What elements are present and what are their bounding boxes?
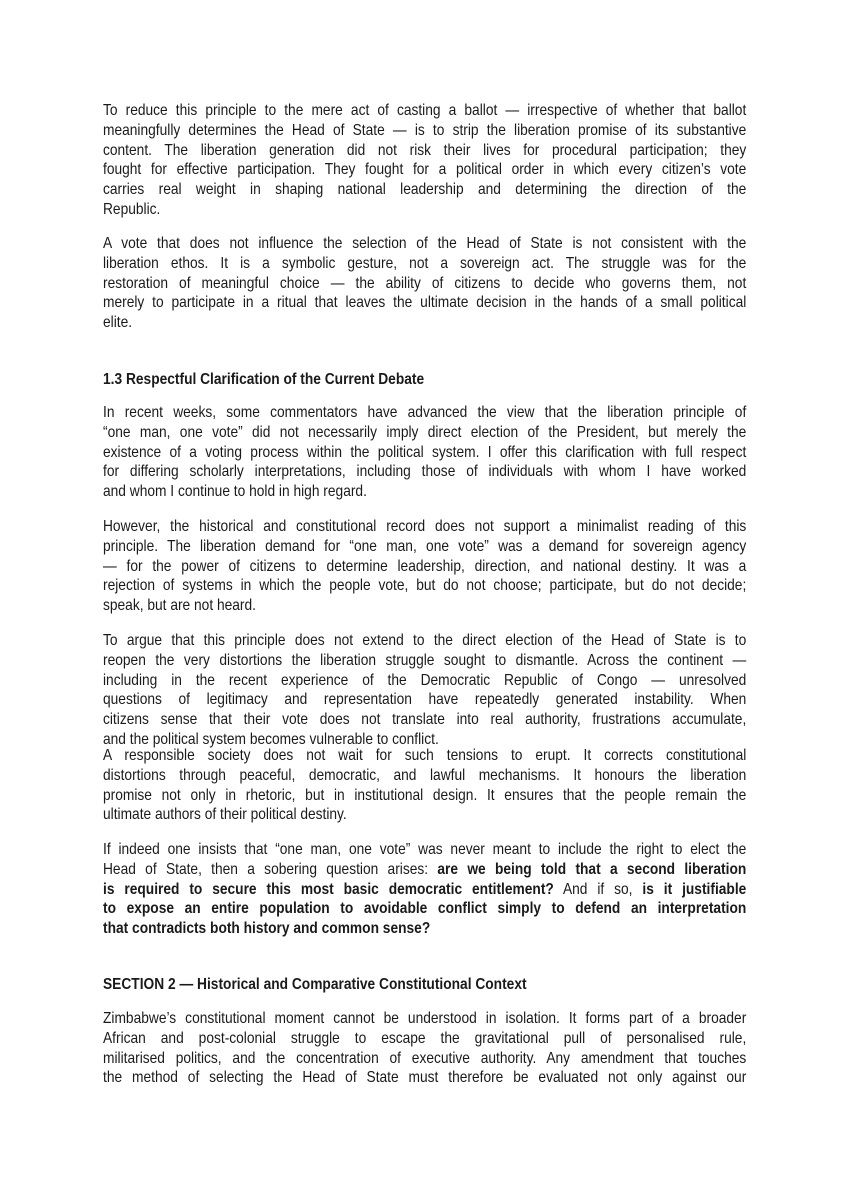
text-line xyxy=(103,254,746,274)
text-run: If indeed one insists that “one man, one vote” was never meant to include the right to elect the xyxy=(103,841,747,858)
text-line xyxy=(103,899,746,919)
bold-text: are we being told that a second liberation xyxy=(437,860,747,878)
text-run: SECTION 2 — Historical and Comparative Constitutional Context xyxy=(103,976,527,993)
text-line xyxy=(103,1068,746,1088)
text-run: promise not only in rhetoric, but in institutional design. It ensures that the people remain the xyxy=(103,786,747,804)
text-run: distortions through peaceful, democratic, and lawful mechanisms. It honours the liberation xyxy=(103,766,747,784)
text-line xyxy=(103,710,746,730)
text-run: including in the recent experience of the Democratic Republic of Congo — unresolved xyxy=(103,671,747,689)
text-line xyxy=(103,840,746,860)
text-line xyxy=(103,671,746,691)
text-line xyxy=(103,141,746,161)
text-line xyxy=(103,786,746,806)
text-run: African and post-colonial struggle to escape the gravitational pull of personalised rule, xyxy=(103,1029,747,1047)
text-line xyxy=(103,462,746,482)
text-line xyxy=(103,805,746,825)
text-run: liberation ethos. It is a symbolic gesture, not a sovereign act. The struggle was for the xyxy=(103,254,747,272)
text-line xyxy=(103,121,746,141)
text-run: Zimbabwe’s constitutional moment cannot be understood in isolation. It forms part of a broader xyxy=(103,1010,747,1027)
paragraph xyxy=(103,517,746,616)
text-run: militarised politics, and the concentration of executive authority. Any amendment that touches xyxy=(103,1049,747,1067)
text-line xyxy=(103,180,746,200)
paragraph xyxy=(103,1009,746,1088)
text-run: In recent weeks, some commentators have advanced the view that the liberation principle of xyxy=(103,404,747,421)
text-line xyxy=(103,537,746,557)
text-run: elite. xyxy=(103,314,133,332)
text-run: the method of selecting the Head of State must therefore be evaluated not only against our xyxy=(103,1069,747,1087)
text-run: Head of State, then a sobering question arises: xyxy=(103,860,438,878)
text-line xyxy=(103,746,746,766)
text-line xyxy=(103,880,746,900)
bold-text: that contradicts both history and common sense? xyxy=(103,920,431,938)
text-line xyxy=(103,443,746,463)
text-run: To argue that this principle does not extend to the direct election of the Head of State is to xyxy=(103,632,747,649)
text-line xyxy=(103,423,746,443)
text-run: However, the historical and constitutional record does not support a minimalist reading of this xyxy=(103,518,747,535)
text-run: Republic. xyxy=(103,200,161,218)
paragraph xyxy=(103,840,746,939)
text-line xyxy=(103,370,746,390)
text-line xyxy=(103,101,746,121)
text-line xyxy=(103,975,746,995)
text-run: ultimate authors of their political destiny. xyxy=(103,806,347,824)
text-run: — for the power of citizens to determine leadership, direction, and national destiny. It was a xyxy=(103,557,747,575)
text-run: speak, but are not heard. xyxy=(103,597,256,615)
text-line xyxy=(103,576,746,596)
bold-text: to expose an entire population to avoidable conflict simply to defend an interpretation xyxy=(103,900,747,918)
text-run: and whom I continue to hold in high regard. xyxy=(103,483,367,501)
text-run: fought for effective participation. They fought for a political order in which every citizen’s vote xyxy=(103,161,747,179)
text-run: principle. The liberation demand for “one man, one vote” was a demand for sovereign agency xyxy=(103,537,747,555)
text-line xyxy=(103,919,746,939)
text-line xyxy=(103,403,746,423)
text-run: existence of a voting process within the political system. I offer this clarification with full respect xyxy=(103,443,747,461)
bold-text: is required to secure this most basic democratic entitlement? xyxy=(103,880,554,898)
text-line xyxy=(103,200,746,220)
text-run: 1.3 Respectful Clarification of the Current Debate xyxy=(103,371,425,388)
text-line xyxy=(103,1009,746,1029)
text-line xyxy=(103,766,746,786)
text-line xyxy=(103,557,746,577)
paragraph xyxy=(103,101,746,220)
section-heading xyxy=(103,975,746,995)
text-line xyxy=(103,1029,746,1049)
text-line xyxy=(103,482,746,502)
text-run: for differing scholarly interpretations, including those of individuals with whom I have worked xyxy=(103,463,747,481)
text-run: A responsible society does not wait for such tensions to erupt. It corrects constitutional xyxy=(103,747,747,764)
text-line xyxy=(103,690,746,710)
text-run: A vote that does not influence the selection of the Head of State is not consistent with the xyxy=(103,235,747,252)
text-run: content. The liberation generation did not risk their lives for procedural participation; they xyxy=(103,141,747,159)
text-run: questions of legitimacy and representation have repeatedly generated instability. When xyxy=(103,691,747,709)
text-line xyxy=(103,160,746,180)
text-line xyxy=(103,293,746,313)
text-line xyxy=(103,651,746,671)
text-line xyxy=(103,631,746,651)
text-line xyxy=(103,1049,746,1069)
text-line xyxy=(103,234,746,254)
text-run: And if so, xyxy=(553,880,643,898)
text-run: and the political system becomes vulnerable to conflict. xyxy=(103,730,439,748)
text-run: merely to participate in a ritual that leaves the ultimate decision in the hands of a small political xyxy=(103,294,747,312)
text-run: To reduce this principle to the mere act of casting a ballot — irrespective of whether that ballot xyxy=(103,102,747,119)
paragraph xyxy=(103,403,746,502)
text-line xyxy=(103,596,746,616)
text-line xyxy=(103,517,746,537)
section-heading xyxy=(103,370,746,390)
text-run: citizens sense that their vote does not translate into real authority, frustrations accumulate, xyxy=(103,711,747,729)
text-line xyxy=(103,313,746,333)
text-run: reopen the very distortions the liberation struggle sought to dismantle. Across the continent — xyxy=(103,651,747,669)
text-run: meaningfully determines the Head of State — is to strip the liberation promise of its substantive xyxy=(103,121,747,139)
text-run: “one man, one vote” did not necessarily imply direct election of the President, but merely the xyxy=(103,423,747,441)
text-line xyxy=(103,860,746,880)
bold-text: is it justifiable xyxy=(642,880,747,898)
paragraph xyxy=(103,631,746,750)
text-run: restoration of meaningful choice — the ability of citizens to decide who governs them, not xyxy=(103,274,747,292)
paragraph xyxy=(103,746,746,825)
text-run: carries real weight in shaping national leadership and determining the direction of the xyxy=(103,181,747,199)
text-line xyxy=(103,274,746,294)
paragraph xyxy=(103,234,746,333)
text-run: rejection of systems in which the people vote, but do not choose; participate, but do not decide; xyxy=(103,577,747,595)
